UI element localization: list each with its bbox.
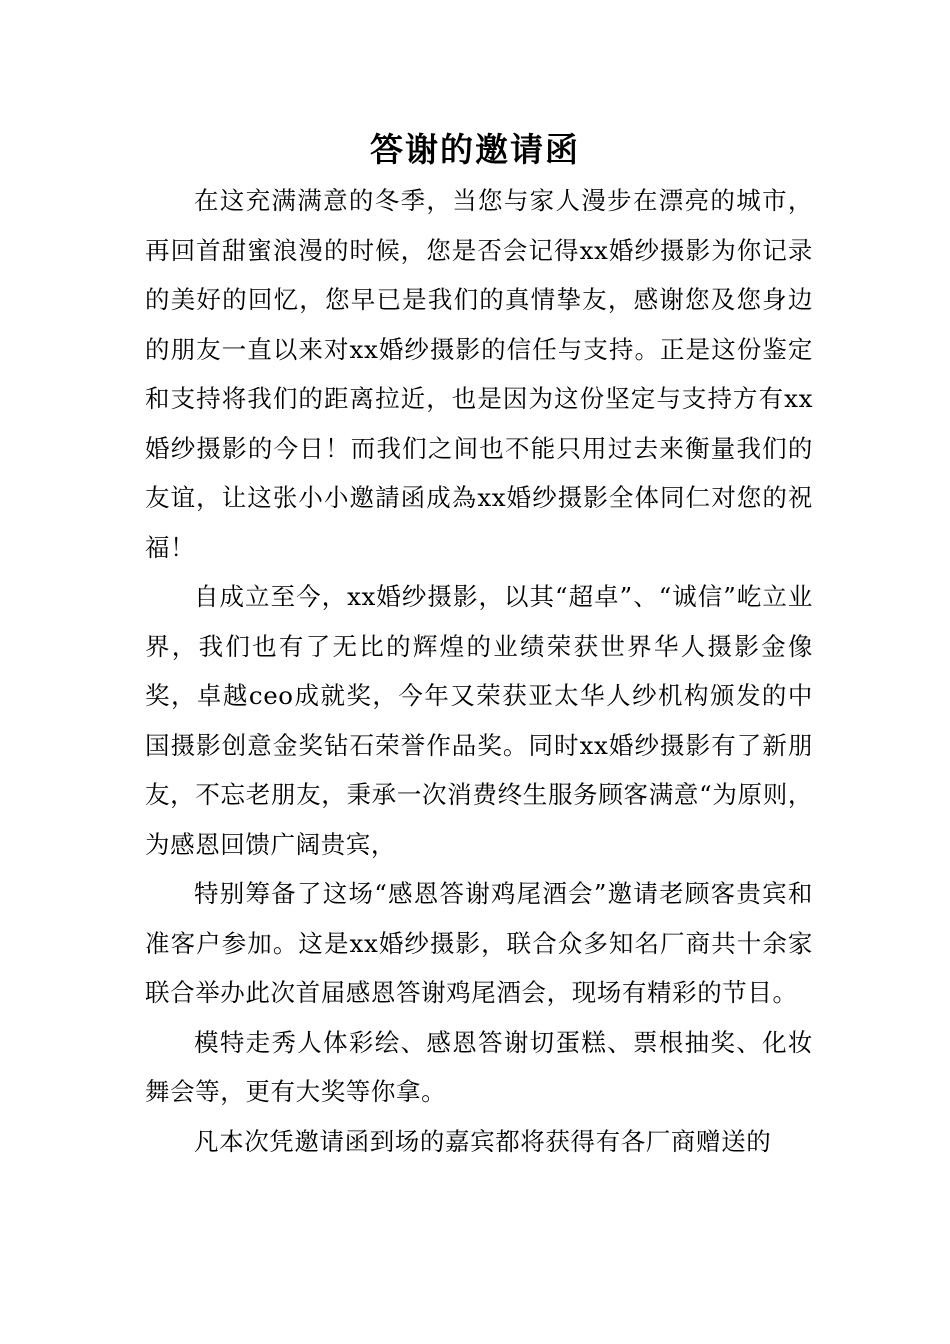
paragraph-activities: 模特走秀人体彩绘、感恩答谢切蛋糕、票根抽奖、化妆舞会等，更有大奖等你拿。 — [145, 1027, 813, 1106]
paragraph-gifts: 凡本次凭邀请函到场的嘉宾都将获得有各厂商赠送的 — [194, 1126, 772, 1156]
paragraph-event: 特别筹备了这场“感恩答谢鸡尾酒会”邀请老顾客贵宾和准客户参加。这是xx婚纱摄影，联合众多知名厂商共十余家联合举办此次首届感恩答谢鸡尾酒会，现场有精彩的节目。 — [145, 879, 813, 1007]
document-title: 答谢的邀请函 — [370, 130, 580, 169]
document-body — [145, 176, 813, 1166]
paragraph-greeting: 在这充满满意的冬季，当您与家人漫步在漂亮的城市，再回首甜蜜浪漫的时候，您是否会记得xx婚纱摄影为你记录的美好的回忆，您早已是我们的真情挚友，感谢您及您身边的朋友一直以来对xx婚纱摄影的信任与支持。正是这份鉴定和支持将我们的距离拉近，也是因为这份坚定与支持方有xx婚纱摄影的今日！而我们之间也不能只用过去来衡量我们的友谊，让这张小小邀請函成為xx婚纱摄影全体同仁对您的祝福！ — [145, 186, 813, 562]
paragraph-achievements: 自成立至今，xx婚纱摄影，以其“超卓”、“诚信”屹立业界，我们也有了无比的辉煌的业绩荣获世界华人摄影金像奖，卓越ceo成就奖，今年又荣获亚太华人纱机构颁发的中国摄影创意金奖钻石荣誉作品奖。同时xx婚纱摄影有了新朋友，不忘老朋友，秉承一次消费终生服务顾客满意“为原则，为感恩回馈广阔贵宾， — [145, 582, 813, 859]
